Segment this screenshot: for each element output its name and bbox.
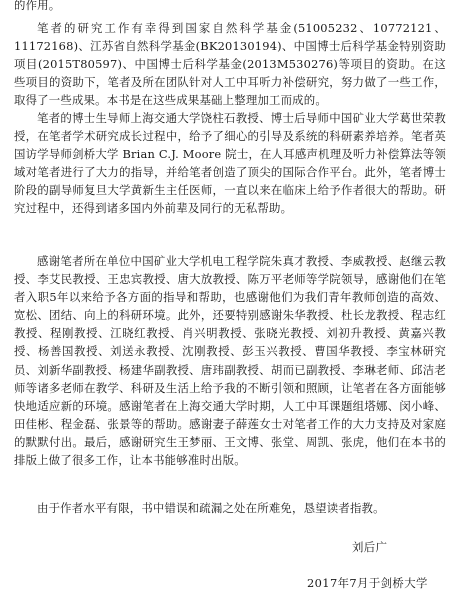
paragraph-acknowledgements: 感谢笔者所在单位中国矿业大学机电工程学院朱真才教授、李威教授、赵继云教授、李艾民教授、王忠宾教授、唐大放教授、陈万平老师等学院领导，感谢他们在笔者入职5年以来给予各方面的指导和帮助，也感谢他们为我们青年教师创造的高效、宽松、团结、向上的科研环境。此外，还要特别感谢朱华教授、杜长龙教授、程志红教授、程刚教授、江晓红教授、肖兴明教授、张晓光教授、刘初升教授、黄嘉兴教授、杨善国教授、刘送永教授、沈刚教授、彭玉兴教授、曹国华教授、李宝林研究员、刘新华副教授、杨建华副教授、唐玮副教授、胡而已副教授、李琳老师、邱洁老师等诸多老师在教学、科研及生活上给予我的不断引领和照顾，让笔者在各方面能够快地适应新的环境。感谢笔者在上海交通大学时期，人工中耳课题组塔娜、闵小峰、田佳彬、程金磊、张景等的帮助。感谢妻子薛莲女士对笔者工作的大力支持及对家庭的默默付出。最后，感谢研究生王梦丽、王文博、张堂、周凯、张虎，他们在本书的排版上做了很多工作，让本书能够准时出版。 [14,254,446,468]
paragraph-closing: 由于作者水平有限，书中错误和疏漏之处在所难免，恳望读者指教。 [37,501,385,515]
paragraph-continuation: 的作用。 [14,0,61,12]
document-page [14,0,446,602]
paragraph-advisors: 笔者的博士生导师上海交通大学饶柱石教授、博士后导师中国矿业大学葛世荣教授，在笔者学术研究成长过程中，给予了细心的引导及系统的科研素养培养。笔者英国访学导师剑桥大学 Brian C.J. Moore 院士，在人耳感声机理及听力补偿算法等领域对笔者进行了大力的指导，并给笔者创造了顶尖的国际合作平台。此外，笔者博士阶段的副导师复旦大学黄新生主任医师，一直以来在临床上给予作者很大的帮助。研究过程中，还得到诸多国内外前辈及同行的无私帮助。 [14,111,446,216]
author-name: 刘后广 [352,540,388,554]
paragraph-funding: 笔者的研究工作有幸得到国家自然科学基金(51005232、10772121、11172168)、江苏省自然科学基金(BK20130194)、中国博士后科学基金特别资助项目(2015T80597)、中国博士后科学基金(2013M530276)等项目的资助。在这些项目的资助下，笔者及所在团队针对人工中耳听力补偿研究，努力做了一些工作，取得了一些成果。本书是在这些成果基础上整理加工而成的。 [14,21,446,108]
signature-date-place: 2017年7月于剑桥大学 [307,576,428,590]
